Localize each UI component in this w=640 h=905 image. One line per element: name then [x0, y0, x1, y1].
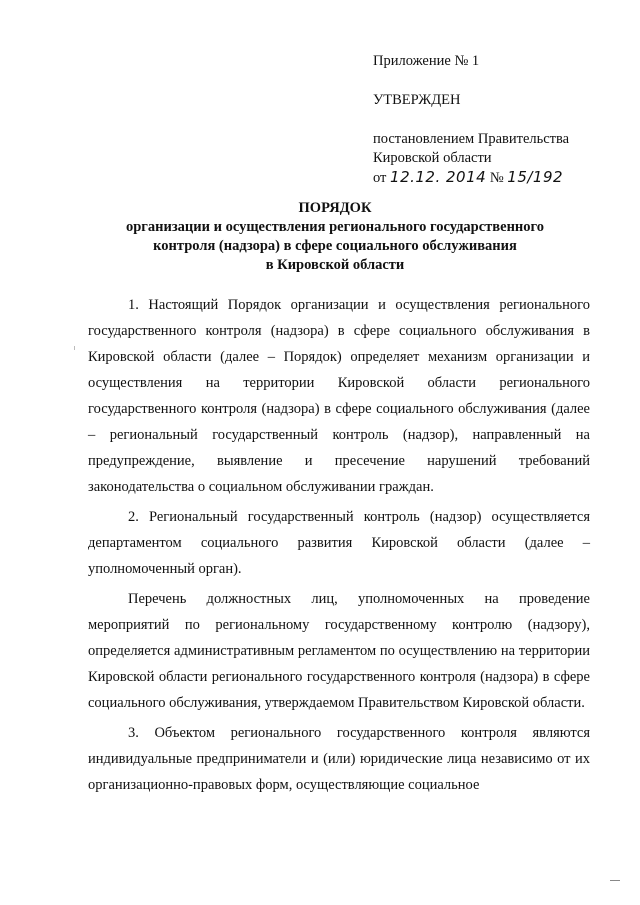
scan-mark	[74, 346, 75, 350]
document-body	[88, 292, 590, 798]
title-line-2: организации и осуществления регионального государственного	[125, 219, 545, 235]
decree-line-2: Кировской области	[373, 150, 492, 166]
decree-date-number	[373, 168, 569, 188]
page-edge-mark	[610, 880, 620, 881]
document-title	[80, 199, 590, 275]
decree-line-1: постановлением Правительства	[373, 131, 570, 147]
paragraph-4: 3. Объектом регионального государственного контроля являются индивидуальные предприниматели и (или) юридические лица независимо от их организационно-правовых форм, осуществляющие социальное	[88, 725, 590, 793]
title-line-4: в Кировской области	[265, 257, 405, 273]
handwritten-date: 12.12. 2014	[390, 168, 487, 186]
paragraph-3: Перечень должностных лиц, уполномоченных на проведение мероприятий по региональному государственному контролю (надзору), определяется административным регламентом по осуществлению на территории Кировской области регионального государственного контроля (надзора) в сфере социального обслуживания, утверждаемом Правительством Кировской области.	[88, 591, 590, 711]
approval-block	[373, 52, 569, 188]
appendix-label: Приложение № 1	[373, 53, 480, 69]
title-line-1: ПОРЯДОК	[298, 200, 372, 216]
from-label: от	[373, 170, 387, 186]
paragraph-2: 2. Региональный государственный контроль (надзор) осуществляется департаментом социального развития Кировской области (далее – уполномоченный орган).	[88, 509, 590, 577]
number-label: №	[489, 170, 504, 186]
title-line-3: контроля (надзора) в сфере социального обслуживания	[153, 238, 517, 254]
handwritten-number: 15/192	[507, 168, 564, 186]
paragraph-1: 1. Настоящий Порядок организации и осуществления регионального государственного контроля (надзора) в сфере социального обслуживания в Кировской области (далее – Порядок) определяет механизм организации и осуществления на территории Кировской области регионального государственного контроля (надзора) в сфере социального обслуживания (далее – региональный государственный контроль (надзор), направленный на предупреждение, выявление и пресечение нарушений требований законодательства о социальном обслуживании граждан.	[88, 297, 590, 495]
approved-label: УТВЕРЖДЕН	[373, 92, 461, 108]
